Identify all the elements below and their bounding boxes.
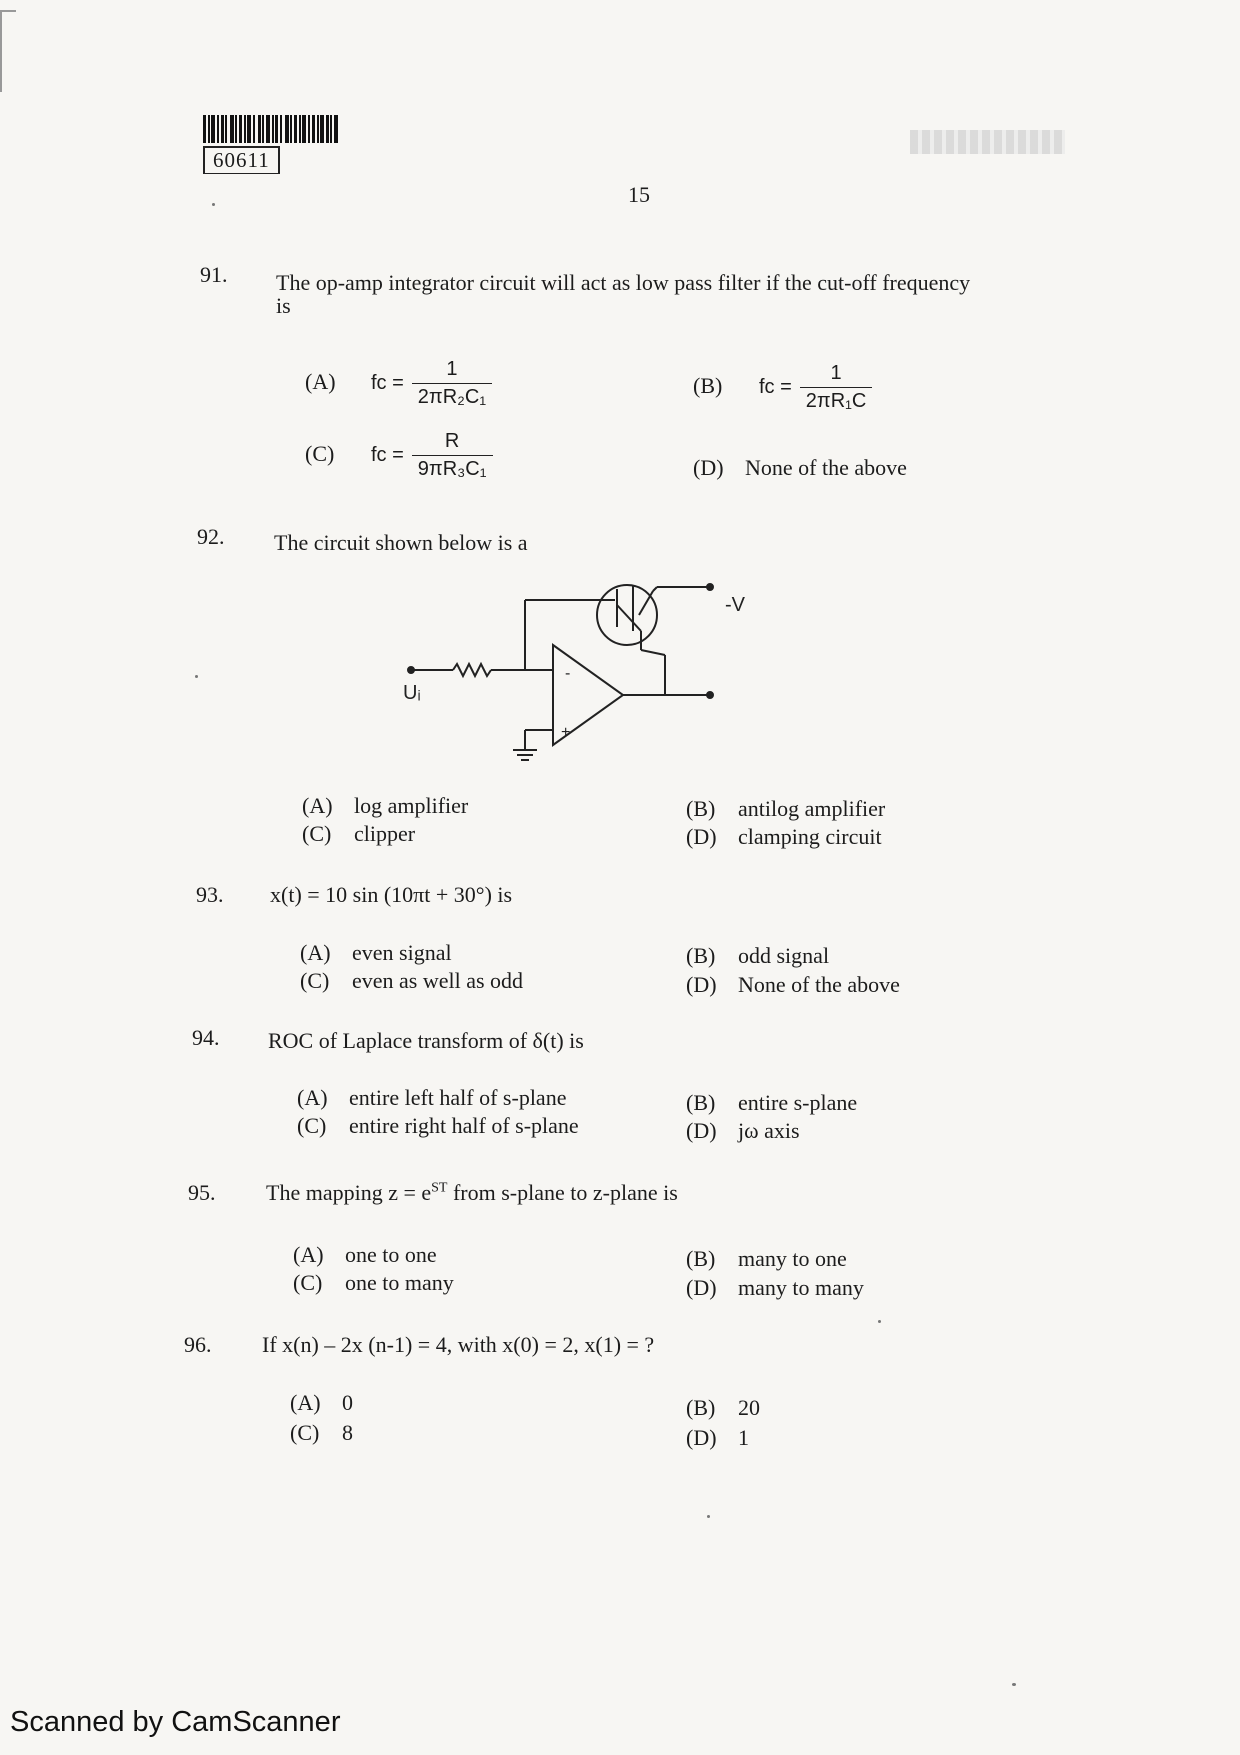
option-92-b[interactable]	[686, 796, 885, 822]
option-text: 20	[738, 1395, 760, 1420]
option-text: clipper	[354, 821, 416, 846]
question-text: ROC of Laplace transform of δ(t) is	[268, 1028, 584, 1053]
option-text: one to many	[345, 1270, 454, 1295]
scan-speck	[707, 1515, 710, 1518]
option-text: one to one	[345, 1242, 437, 1267]
option-94-c[interactable]	[297, 1113, 579, 1139]
denominator: 2πR₂C₁	[412, 383, 492, 409]
option-label: (B)	[693, 372, 723, 398]
option-text: clamping circuit	[738, 824, 882, 849]
option-92-d[interactable]	[686, 824, 882, 850]
option-text: many to many	[738, 1275, 864, 1300]
option-label: (D)	[693, 455, 724, 480]
option-91-a[interactable]	[305, 358, 492, 409]
question-text: The circuit shown below is a	[274, 530, 528, 555]
option-93-b[interactable]	[686, 943, 829, 969]
paper-code: 60611	[203, 146, 280, 174]
plus-sign: +	[561, 724, 571, 741]
question-number: 93.	[196, 882, 224, 907]
option-label: (A)	[300, 940, 331, 965]
option-label: (C)	[293, 1270, 323, 1295]
option-text: log amplifier	[354, 793, 469, 818]
option-96-c[interactable]	[290, 1420, 353, 1446]
transistor-leg	[653, 587, 657, 591]
denominator: 2πR₁C	[800, 387, 873, 413]
transistor-leg	[617, 605, 641, 631]
denominator: 9πR₃C₁	[412, 455, 493, 481]
numerator: 1	[830, 362, 842, 384]
option-94-a[interactable]	[297, 1085, 566, 1111]
option-label: (A)	[302, 793, 333, 818]
question-text-superscript: ST	[431, 1180, 448, 1196]
numerator: 1	[446, 358, 458, 380]
option-95-d[interactable]	[686, 1275, 864, 1301]
option-95-b[interactable]	[686, 1246, 847, 1272]
option-label: (B)	[686, 796, 716, 821]
scan-speck	[878, 1320, 881, 1323]
option-label: (A)	[297, 1085, 328, 1110]
option-label: (B)	[686, 1395, 716, 1420]
question-text: The op-amp integrator circuit will act as low pass filter if the cut-off frequency	[276, 270, 971, 295]
minus-sign: -	[565, 665, 571, 682]
barcode-block	[203, 115, 368, 174]
option-label: (C)	[302, 821, 332, 846]
footer-text: Scanned by CamScanner	[10, 1706, 341, 1738]
option-label: (B)	[686, 1090, 716, 1115]
page-number: 15	[628, 182, 650, 207]
question-number: 92.	[197, 524, 225, 549]
input-label: Uᵢ	[403, 682, 421, 704]
transistor-emitter-wire	[641, 650, 665, 655]
question-number: 91.	[200, 262, 228, 287]
fraction	[800, 362, 873, 413]
option-label: (D)	[686, 824, 717, 849]
option-label: (C)	[305, 440, 335, 466]
option-text: None of the above	[738, 972, 900, 997]
option-95-c[interactable]	[293, 1270, 454, 1296]
option-text: antilog amplifier	[738, 796, 886, 821]
option-96-d[interactable]	[686, 1425, 749, 1451]
question-number: 96.	[184, 1332, 212, 1357]
option-label: (C)	[297, 1113, 327, 1138]
formula-lhs: fc =	[371, 444, 404, 466]
page-edge	[0, 10, 16, 92]
option-label: (D)	[686, 972, 717, 997]
resistor-icon	[453, 664, 491, 676]
scan-speck	[195, 675, 198, 678]
option-label: (B)	[686, 1246, 716, 1271]
option-text: entire left half of s-plane	[349, 1085, 567, 1110]
question-text: If x(n) – 2x (n-1) = 4, with x(0) = 2, x(1) = ?	[262, 1332, 655, 1357]
option-label: (C)	[290, 1420, 320, 1445]
question-number: 94.	[192, 1025, 220, 1050]
option-label: (A)	[293, 1242, 324, 1267]
option-93-c[interactable]	[300, 968, 523, 994]
transistor-leg	[639, 591, 653, 615]
option-91-c[interactable]	[305, 430, 493, 481]
option-label: (C)	[300, 968, 330, 993]
option-label: (A)	[290, 1390, 321, 1415]
question-text: x(t) = 10 sin (10πt + 30°) is	[270, 882, 513, 907]
stamp-mark	[910, 130, 1065, 154]
question-number: 95.	[188, 1180, 216, 1205]
supply-label: -V	[725, 594, 745, 616]
option-label: (B)	[686, 943, 716, 968]
option-text: 1	[738, 1425, 749, 1450]
option-text: entire s-plane	[738, 1090, 858, 1115]
supply-terminal	[707, 584, 713, 590]
option-91-d[interactable]	[693, 455, 907, 481]
question-text-continued: is	[276, 293, 291, 318]
option-93-d[interactable]	[686, 972, 900, 998]
option-text: entire right half of s-plane	[349, 1113, 579, 1138]
option-label: (D)	[686, 1425, 717, 1450]
option-96-a[interactable]	[290, 1390, 353, 1416]
option-text: even signal	[352, 940, 452, 965]
option-text: None of the above	[745, 455, 907, 480]
option-text: jω axis	[738, 1118, 800, 1143]
option-94-d[interactable]	[686, 1118, 800, 1144]
output-terminal	[707, 692, 713, 698]
option-text: odd signal	[738, 943, 830, 968]
option-95-a[interactable]	[293, 1242, 437, 1268]
circuit-diagram	[395, 575, 775, 775]
fraction	[412, 430, 493, 481]
option-93-a[interactable]	[300, 940, 452, 966]
option-label: (A)	[305, 368, 336, 394]
formula-lhs: fc =	[759, 376, 792, 398]
option-91-b[interactable]	[693, 362, 872, 413]
barcode-icon	[203, 115, 368, 143]
option-label: (D)	[686, 1275, 717, 1300]
question-text-part: The mapping z = e	[266, 1180, 432, 1205]
formula-lhs: fc =	[371, 372, 404, 394]
option-94-b[interactable]	[686, 1090, 857, 1116]
option-text: 0	[342, 1390, 353, 1415]
scan-speck	[1012, 1683, 1016, 1686]
scan-speck	[212, 203, 215, 206]
option-92-a[interactable]	[302, 793, 468, 819]
option-text: even as well as odd	[352, 968, 524, 993]
option-text: 8	[342, 1420, 353, 1445]
option-label: (D)	[686, 1118, 717, 1143]
numerator: R	[444, 430, 460, 452]
question-text	[266, 1180, 678, 1206]
option-96-b[interactable]	[686, 1395, 760, 1421]
fraction	[412, 358, 492, 409]
option-92-c[interactable]	[302, 821, 415, 847]
option-text: many to one	[738, 1246, 847, 1271]
question-text-part: from s-plane to z-plane is	[447, 1180, 678, 1205]
